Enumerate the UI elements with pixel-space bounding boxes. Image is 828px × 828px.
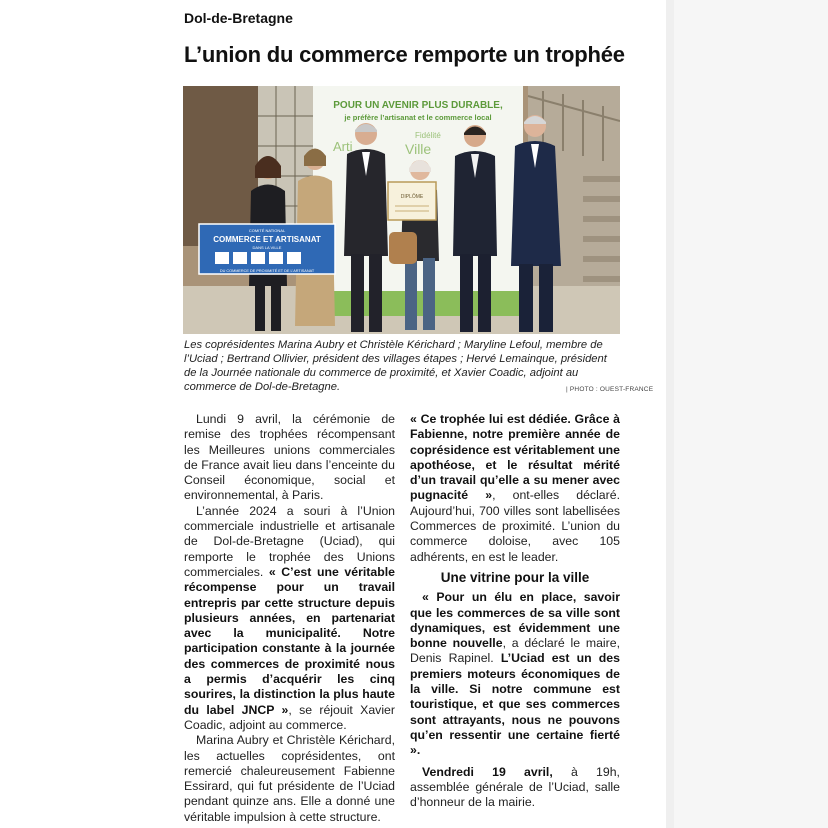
photo-dark-door	[183, 86, 258, 246]
article-column-1	[184, 412, 395, 825]
banner-word-arti: Arti	[333, 139, 353, 154]
right-margin-band	[666, 0, 828, 828]
paragraph-1: Lundi 9 avril, la cérémonie de remise des trophées récompensant les Meilleures unions commerciales de France avait lieu dans l’enceinte du Conseil économique, social et environnemental, à Paris.	[184, 412, 395, 503]
paragraph-2-intro: L’année 2024 a souri à l’Union commerciale industrielle et artisanale de Dol-de-Bretagne (Uciad), qui remporte le trophée des Unions commerciales.	[184, 503, 395, 579]
paragraph-2-quote: « C’est une véritable récompense pour un travail entrepris par cette structure depuis plusieurs années, en partenariat avec la municipalité. Notre participation constante à la journée des commerces de proximité nous a permis d’acquérir les cinq sourires, la distinction la plus haute du label JNCP »	[184, 564, 395, 717]
paragraph-5-text: à 19h, assemblée générale de l’Uciad, salle d’honneur de la mairie.	[410, 764, 620, 810]
photo-banner-footer	[313, 291, 523, 316]
certificate-label: DIPLÔME	[400, 194, 424, 200]
paragraph-3-quote: « Ce trophée lui est dédiée. Grâce à Fabienne, notre première année de coprésidence est véritablement une apothéose, et le résultat mérité d’un travail qu’elle a su mener avec pugnacité »	[410, 412, 620, 503]
paragraph-4-quote-1: « Pour un élu en place, savoir que les commerces de sa ville sont dynamiques, est évidemment une bonne nouvelle	[410, 590, 620, 651]
paragraph-4-quote-2: L’Uciad est un des premiers moteurs économiques de la ville. Si notre commune est touristique, et que ses commerces sont attrayants, nous ne pouvons qu’en ressentir une certaine fierté ».	[410, 651, 620, 758]
sign-line-2: COMMERCE ET ARTISANAT	[213, 235, 321, 244]
paragraph-3: Marina Aubry et Christèle Kérichard, les actuelles coprésidentes, ont remercié chaleureusement Fabienne Essirard, qui fut présidente de l’Uciad pendant quinze ans. Elle a donné une véritable impulsion à cette structure.	[184, 733, 395, 824]
banner-word-ville: Ville	[405, 141, 432, 157]
paragraph-4	[410, 590, 620, 758]
sign-line-3: DANS LA VILLE	[252, 245, 282, 250]
banner-line-1: POUR UN AVENIR PLUS DURABLE,	[333, 100, 503, 111]
paragraph-2	[184, 504, 395, 733]
article-subhead: Une vitrine pour la ville	[440, 569, 590, 585]
sign-smiley-boxes	[215, 252, 301, 264]
paragraph-3-continued	[410, 412, 620, 565]
banner-line-2: je préfère l’artisanat et le commerce local	[344, 113, 492, 122]
paragraph-2-tail: , se réjouit Xavier Coadic, adjoint au commerce.	[184, 702, 395, 732]
photo-caption: Les coprésidentes Marina Aubry et Christèle Kérichard ; Maryline Lefoul, membre de l’Uciad ; Bertrand Ollivier, président des villages étapes ; Hervé Lemainque, président de la Journée nationale du commerce de proximité, et Xavier Coadic, adjoint au commerce de Dol-de-Bretagne.	[184, 339, 607, 393]
paragraph-5-lead: Vendredi 19 avril,	[422, 764, 553, 779]
photo-illustration	[183, 86, 620, 334]
article-kicker: Dol-de-Bretagne	[184, 10, 293, 26]
article-column-2	[410, 412, 620, 810]
sign-line-1: COMITÉ NATIONAL	[248, 228, 286, 233]
paragraph-3-tail: , ont-elles déclaré. Aujourd’hui, 700 villes sont labellisées Commerces de proximité. L’union du commerce doloise, avec 105 adhérents, en est le leader.	[410, 488, 620, 564]
photo-credit: | PHOTO : OUEST-FRANCE	[566, 386, 654, 393]
right-margin-inner	[674, 0, 828, 828]
paragraph-4-mid: , a déclaré le maire, Denis Rapinel.	[410, 636, 621, 666]
sign-line-4: DU COMMERCE DE PROXIMITÉ ET DE L’ARTISANAT	[219, 269, 315, 273]
article-photo	[183, 86, 620, 334]
banner-word-fidelite: Fidélité	[415, 131, 441, 140]
paragraph-5	[410, 765, 620, 811]
article-headline: L’union du commerce remporte un trophée	[184, 42, 625, 67]
